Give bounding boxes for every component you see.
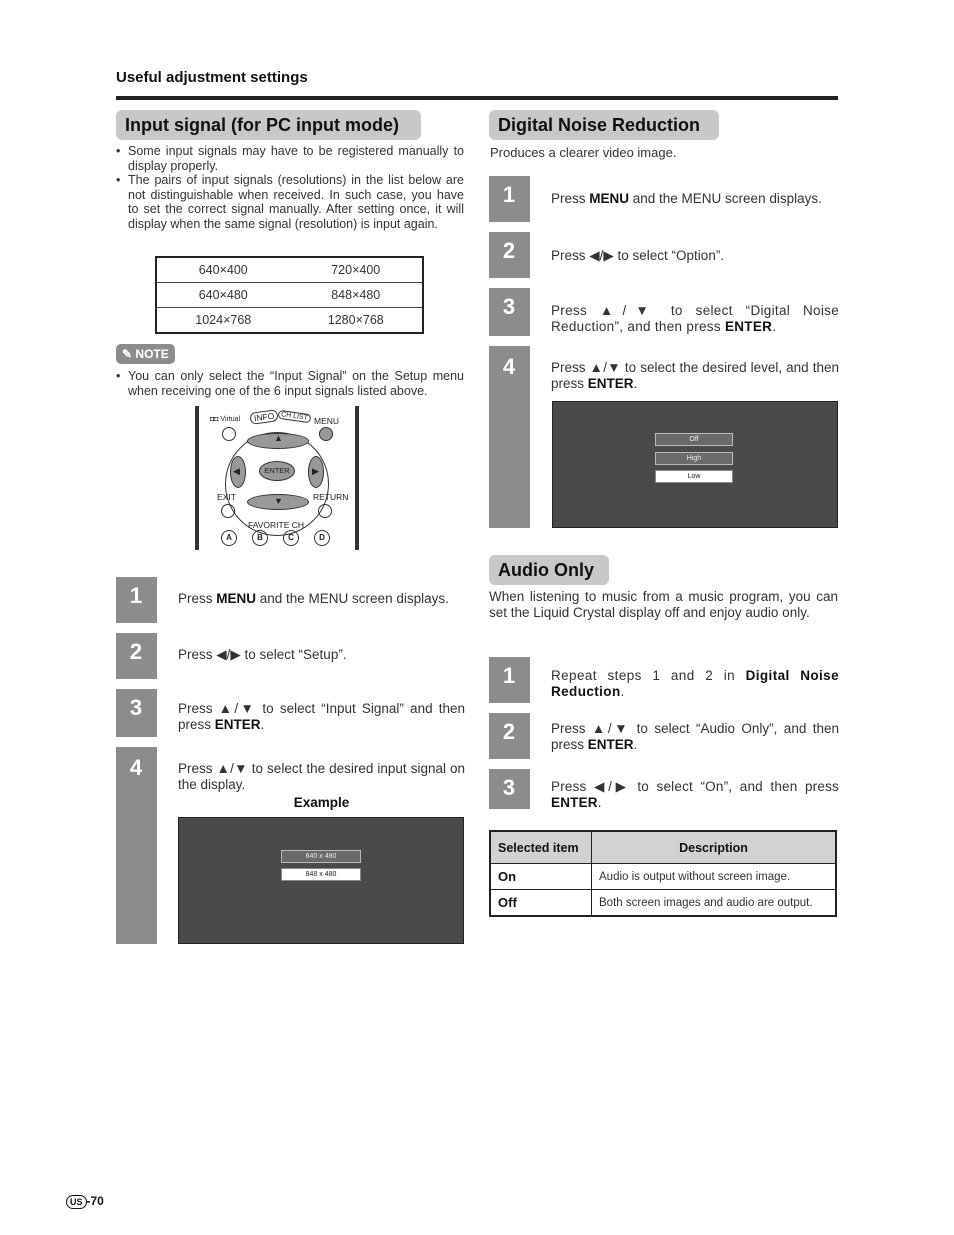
resolution-table <box>155 256 424 334</box>
table-cell: 848×480 <box>290 283 424 308</box>
step-number: 4 <box>502 354 516 379</box>
input-signal-bullets <box>116 144 464 232</box>
exit-button[interactable] <box>221 504 235 518</box>
down-arrow-button[interactable] <box>247 494 309 510</box>
menu-button[interactable] <box>319 427 333 441</box>
menu-label: MENU <box>314 416 340 426</box>
note-text: • You can only select the “Input Signal” on the Setup menu when receiving one of the 6 input signals listed above. <box>116 369 464 398</box>
right-arrow-button[interactable] <box>308 456 324 488</box>
audio-only-title: Audio Only <box>489 555 609 585</box>
table-row <box>490 864 836 890</box>
return-button[interactable] <box>318 504 332 518</box>
step-text: Press ▲/▼ to select “Digital Noise Reduction”, and then press ENTER. <box>551 303 839 334</box>
step-marker <box>116 689 157 737</box>
header-rule <box>116 96 838 100</box>
table-row <box>156 308 423 334</box>
right-arrow-icon: ▶ <box>312 466 319 476</box>
step-number: 2 <box>502 719 516 744</box>
table-cell: 720×400 <box>290 257 424 283</box>
table-header-row <box>490 831 836 864</box>
favorite-c-button[interactable]: C <box>283 530 299 546</box>
input-signal-screen <box>178 817 464 944</box>
step-marker <box>116 747 157 944</box>
step-marker <box>489 232 530 278</box>
step-text: Press ◀/▶ to select “Setup”. <box>178 647 347 662</box>
example-label: Example <box>293 795 350 810</box>
table-cell: 640×480 <box>156 283 290 308</box>
audio-only-table <box>489 830 837 917</box>
info-button[interactable]: INFO <box>249 409 279 425</box>
remote-edge-left <box>195 406 199 550</box>
pencil-icon: ✎ <box>122 347 133 361</box>
table-row <box>156 257 423 283</box>
favorite-b-button[interactable]: B <box>252 530 268 546</box>
remote-illustration <box>195 406 359 550</box>
up-arrow-icon: ▲ <box>274 433 283 443</box>
table-row <box>156 283 423 308</box>
virtual-label: ◘◘ Virtual <box>210 416 241 423</box>
step-number: 3 <box>502 294 516 319</box>
step-marker <box>489 769 530 809</box>
menu-option[interactable]: 640 x 480 <box>281 850 361 863</box>
step-marker <box>489 346 530 528</box>
step-marker <box>116 633 157 679</box>
step-number: 2 <box>502 238 516 263</box>
menu-option-selected[interactable]: 848 x 480 <box>281 868 361 881</box>
ch-list-button[interactable]: CH LIST <box>278 410 312 423</box>
step-text: Press ▲/▼ to select the desired level, and then press ENTER. <box>551 360 839 391</box>
step-marker <box>489 657 530 703</box>
remote-edge-right <box>355 406 359 550</box>
return-label: RETURN <box>313 492 349 502</box>
section-title: Useful adjustment settings <box>116 69 308 86</box>
step-marker <box>489 713 530 759</box>
step-text: Repeat steps 1 and 2 in Digital Noise Reduction. <box>551 668 839 699</box>
table-cell: 1024×768 <box>195 313 252 327</box>
step-marker <box>489 288 530 336</box>
step-number: 1 <box>502 182 516 207</box>
page-footer <box>66 1194 104 1209</box>
note-badge <box>116 344 175 364</box>
step-number: 1 <box>129 583 143 608</box>
bullet-item: • Some input signals may have to be registered manually to display properly. <box>116 144 464 173</box>
step-text: Press ▲/▼ to select “Audio Only”, and then press ENTER. <box>551 721 839 752</box>
table-cell: 1280×768 <box>327 313 384 327</box>
menu-option[interactable]: High <box>655 452 733 465</box>
menu-option[interactable]: Off <box>655 433 733 446</box>
input-signal-title: Input signal (for PC input mode) <box>116 110 421 140</box>
step-number: 2 <box>129 639 143 664</box>
table-cell: Both screen images and audio are output. <box>592 890 837 917</box>
step-marker <box>489 176 530 222</box>
favorite-ch-label: FAVORITE CH <box>248 520 305 530</box>
dnr-intro: Produces a clearer video image. <box>490 145 677 160</box>
down-arrow-icon: ▼ <box>274 496 283 506</box>
dnr-screen <box>552 401 838 528</box>
step-text: Press ▲/▼ to select “Input Signal” and then press ENTER. <box>178 701 465 732</box>
menu-option-selected[interactable]: Low <box>655 470 733 483</box>
left-arrow-icon: ◀ <box>233 466 240 476</box>
table-cell: On <box>490 864 592 890</box>
step-number: 3 <box>502 775 516 800</box>
left-arrow-button[interactable] <box>230 456 246 488</box>
note-bullets <box>116 369 464 398</box>
step-text: Press ◀/▶ to select “Option”. <box>551 248 725 263</box>
step-marker <box>116 577 157 623</box>
enter-button[interactable]: ENTER <box>259 461 295 481</box>
step-text: Press MENU and the MENU screen displays. <box>178 591 449 606</box>
favorite-a-button[interactable]: A <box>221 530 237 546</box>
dnr-title: Digital Noise Reduction <box>489 110 719 140</box>
step-text: Press ◀/▶ to select “On”, and then press ENTER. <box>551 779 839 810</box>
step-number: 1 <box>502 663 516 688</box>
column-header: Selected item <box>490 831 592 864</box>
step-text: Press ▲/▼ to select the desired input signal on the display. <box>178 761 465 792</box>
step-number: 3 <box>129 695 143 720</box>
favorite-d-button[interactable]: D <box>314 530 330 546</box>
step-number: 4 <box>129 755 143 780</box>
page-number: -70 <box>86 1194 104 1208</box>
table-cell: Audio is output without screen image. <box>592 864 837 890</box>
up-arrow-button[interactable] <box>247 433 309 449</box>
step-text: Press MENU and the MENU screen displays. <box>551 191 822 206</box>
table-cell: 640×400 <box>156 257 290 283</box>
region-badge: US <box>66 1195 87 1209</box>
column-header: Description <box>592 831 837 864</box>
virtual-button[interactable] <box>222 427 236 441</box>
note-label: NOTE <box>135 347 169 361</box>
bullet-item: • The pairs of input signals (resolutions) in the list below are not distinguishable when received. In such case, you have to set the correct signal manually. After setting once, it will display when the same signal (resolution) is input again. <box>116 173 464 231</box>
table-cell: Off <box>490 890 592 917</box>
audio-only-intro: When listening to music from a music program, you can set the Liquid Crystal display off and enjoy audio only. <box>489 589 838 620</box>
exit-label: EXIT <box>217 492 236 502</box>
table-row <box>490 890 836 917</box>
